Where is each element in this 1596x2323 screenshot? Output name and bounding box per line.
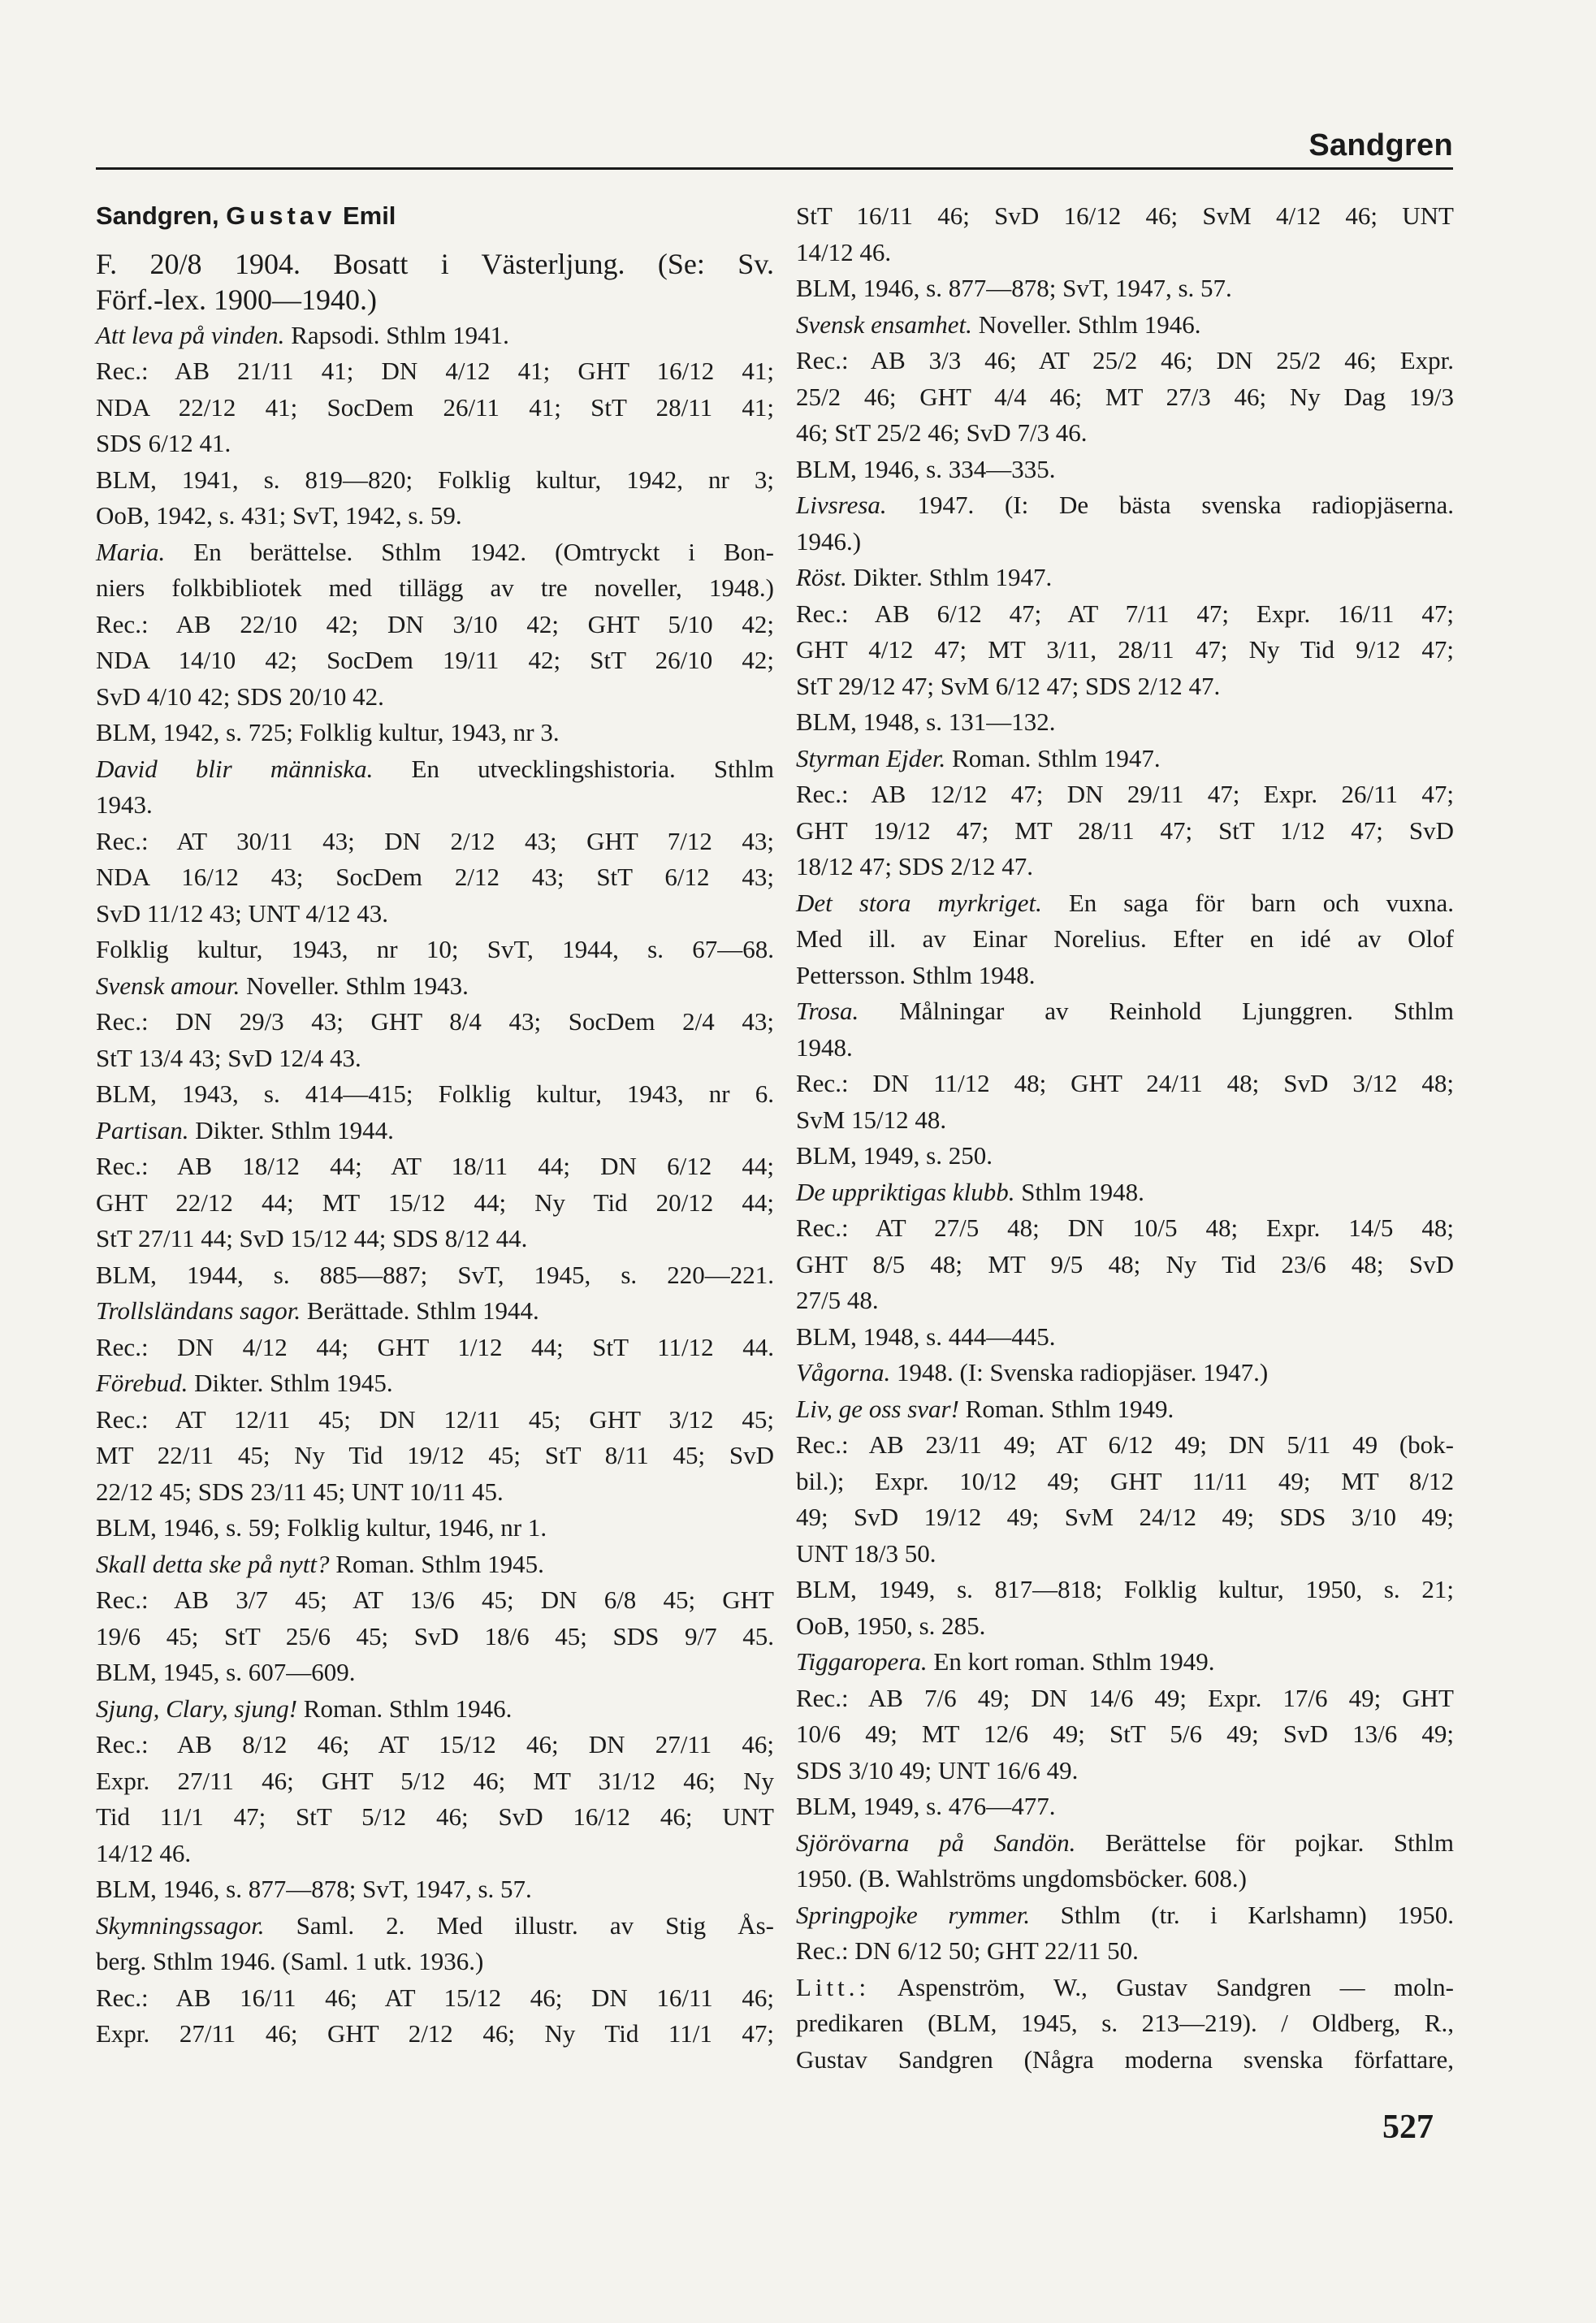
text-line: [796, 2005, 1454, 2042]
work-title: Svensk amour.: [96, 971, 240, 1000]
text-line: [796, 1861, 1454, 1897]
text-line: [96, 1547, 774, 1583]
text-line: [96, 318, 774, 354]
text-line: [796, 1030, 1454, 1066]
text-line: [96, 462, 774, 499]
text-line: [796, 993, 1454, 1030]
line-text: Noveller. Sthlm 1946.: [971, 309, 1201, 339]
line-text: StT 16/11 46; SvD 16/12 46; SvM 4/12 46; UNT: [796, 201, 1454, 230]
line-text: 1948.: [796, 1032, 853, 1062]
line-text: BLM, 1946, s. 334—335.: [796, 454, 1056, 483]
line-text: Dikter. Sthlm 1947.: [846, 563, 1053, 591]
line-text: BLM, 1941, s. 819—820; Folklig kultur, 1942, nr 3;: [96, 465, 774, 494]
line-text: 14/12 46.: [96, 1838, 192, 1867]
line-text: 22/12 45; SDS 23/11 45; UNT 10/11 45.: [96, 1477, 504, 1506]
text-line: [796, 632, 1454, 668]
text-line: [96, 1040, 774, 1077]
work-title: Maria.: [96, 537, 166, 566]
text-line: [96, 751, 774, 788]
text-line: [796, 1102, 1454, 1139]
line-text: Rec.: AB 23/11 49; AT 6/12 49; DN 5/11 49 (bok-: [796, 1430, 1454, 1459]
work-title: David blir människa.: [96, 754, 374, 783]
line-text: Pettersson. Sthlm 1948.: [796, 960, 1036, 989]
line-text: Sthlm 1948.: [1014, 1177, 1144, 1206]
right-entries: [796, 198, 1454, 2078]
text-line: [796, 1572, 1454, 1608]
line-text: Roman. Sthlm 1945.: [329, 1549, 544, 1578]
line-text: Roman. Sthlm 1947.: [945, 743, 1161, 772]
work-title: Livsresa.: [796, 491, 887, 519]
text-line: [96, 1619, 774, 1655]
text-line: [96, 679, 774, 716]
text-line: [796, 1355, 1454, 1391]
text-line: [796, 1825, 1454, 1862]
heading-middle-name: Emil: [342, 201, 396, 230]
line-text: SvM 15/12 48.: [796, 1105, 947, 1134]
text-line: [96, 498, 774, 534]
text-line: [796, 1210, 1454, 1247]
line-text: Rec.: AB 18/12 44; AT 18/11 44; DN 6/12 44;: [96, 1152, 774, 1180]
heading-given-name: Gustav: [226, 201, 336, 230]
text-line: [796, 1319, 1454, 1356]
text-line: [96, 1836, 774, 1872]
text-line: [796, 1247, 1454, 1283]
line-text: Rec.: AB 21/11 41; DN 4/12 41; GHT 16/12 41;: [96, 357, 774, 385]
line-text: Saml. 2. Med illustr. av Stig Ås-: [264, 1910, 774, 1940]
text-line: [796, 379, 1454, 416]
line-text: Rec.: DN 11/12 48; GHT 24/11 48; SvD 3/12 48;: [796, 1069, 1454, 1097]
line-text: 1947. (I: De bästa svenska radiopjäserna.: [886, 491, 1454, 519]
text-line: [796, 1933, 1454, 1970]
line-text: Sthlm (tr. i Karlshamn) 1950.: [1030, 1900, 1454, 1929]
line-text: Tid 11/1 47; StT 5/12 46; SvD 16/12 46; UNT: [96, 1802, 774, 1831]
line-text: BLM, 1943, s. 414—415; Folklig kultur, 1943, nr 6.: [96, 1079, 774, 1108]
text-line: [796, 704, 1454, 741]
text-line: [96, 1908, 774, 1944]
text-line: [96, 715, 774, 751]
work-title: Röst.: [796, 563, 847, 591]
line-text: Målningar av Reinhold Ljunggren. Sthlm: [859, 997, 1454, 1025]
text-line: [796, 307, 1454, 344]
work-title: Liv, ge oss svar!: [796, 1394, 959, 1423]
line-text: BLM, 1946, s. 59; Folklig kultur, 1946, nr 1.: [96, 1513, 547, 1542]
work-title: Skall detta ske på nytt?: [96, 1549, 330, 1578]
text-line: [796, 198, 1454, 235]
work-title: Trollsländans sagor.: [96, 1296, 301, 1325]
text-line: [796, 1789, 1454, 1825]
text-line: [796, 1644, 1454, 1681]
text-line: [796, 596, 1454, 633]
line-text: Rec.: DN 4/12 44; GHT 1/12 44; StT 11/12 44.: [96, 1332, 774, 1361]
text-line: [796, 2042, 1454, 2079]
text-line: [96, 1257, 774, 1294]
work-title: Trosa.: [796, 997, 859, 1025]
line-text: Aspenström, W., Gustav Sandgren — moln-: [870, 1972, 1454, 2001]
line-text: niers folkbibliotek med tillägg av tre noveller, 1948.): [96, 573, 774, 602]
line-text: Dikter. Sthlm 1944.: [188, 1115, 394, 1144]
line-text: 18/12 47; SDS 2/12 47.: [796, 852, 1033, 880]
line-text: Rec.: AB 22/10 42; DN 3/10 42; GHT 5/10 42;: [96, 609, 774, 638]
text-line: [96, 787, 774, 824]
line-text: GHT 19/12 47; MT 28/11 47; StT 1/12 47; SvD: [796, 815, 1454, 845]
text-line: [796, 1536, 1454, 1572]
text-line: [796, 235, 1454, 271]
line-text: Rec.: AB 12/12 47; DN 29/11 47; Expr. 26/11 47;: [796, 780, 1454, 808]
line-text: BLM, 1948, s. 444—445.: [796, 1322, 1056, 1351]
line-text: SvD 4/10 42; SDS 20/10 42.: [96, 681, 384, 711]
header-rule: [96, 167, 1453, 170]
line-text: Dikter. Sthlm 1945.: [188, 1369, 393, 1397]
line-text: NDA 14/10 42; SocDem 19/11 42; StT 26/10 42;: [96, 646, 774, 674]
intro-line: F. 20/8 1904. Bosatt i Västerljung. (Se: Sv.: [96, 247, 774, 280]
left-column: [96, 198, 774, 2053]
right-column: [796, 198, 1454, 2078]
line-text: 1943.: [96, 790, 153, 819]
text-line: [96, 932, 774, 968]
text-line: [796, 1608, 1454, 1645]
line-text: Berättelse för pojkar. Sthlm: [1075, 1828, 1455, 1857]
text-line: [96, 570, 774, 607]
text-line: [96, 1799, 774, 1836]
text-line: [96, 1149, 774, 1185]
text-line: [96, 1365, 774, 1402]
line-text: Rec.: AB 16/11 46; AT 15/12 46; DN 16/11 46;: [96, 1983, 774, 2012]
text-line: [96, 824, 774, 860]
text-line: [796, 560, 1454, 596]
heading-surname: Sandgren,: [96, 201, 219, 230]
line-text: NDA 22/12 41; SocDem 26/11 41; StT 28/11 41;: [96, 392, 774, 422]
line-text: StT 13/4 43; SvD 12/4 43.: [96, 1043, 361, 1072]
line-text: Roman. Sthlm 1946.: [297, 1694, 513, 1723]
text-line: [796, 849, 1454, 885]
line-text: OoB, 1942, s. 431; SvT, 1942, s. 59.: [96, 501, 462, 530]
line-text: Folklig kultur, 1943, nr 10; SvT, 1944, s. 67—68.: [96, 935, 774, 963]
line-text: Noveller. Sthlm 1943.: [240, 971, 469, 1000]
line-text: Roman. Sthlm 1949.: [958, 1394, 1174, 1423]
text-line: [96, 1076, 774, 1113]
work-title: Styrman Ejder.: [796, 743, 946, 772]
line-text: 49; SvD 19/12 49; SvM 24/12 49; SDS 3/10 49;: [796, 1503, 1454, 1531]
text-line: [796, 958, 1454, 994]
line-text: 27/5 48.: [796, 1286, 879, 1314]
line-text: En berättelse. Sthlm 1942. (Omtryckt i Bon-: [165, 537, 774, 566]
work-title: Vågorna.: [796, 1358, 891, 1386]
text-line: [96, 607, 774, 643]
entry-heading: [96, 198, 774, 235]
line-text: MT 22/11 45; Ny Tid 19/12 45; StT 8/11 45; SvD: [96, 1441, 774, 1469]
entry-intro: [96, 246, 774, 318]
line-text: Rec.: AT 12/11 45; DN 12/11 45; GHT 3/12 45;: [96, 1404, 774, 1434]
text-line: [96, 1980, 774, 2017]
line-text: 19/6 45; StT 25/6 45; SvD 18/6 45; SDS 9/7 45.: [96, 1621, 774, 1650]
text-line: [796, 776, 1454, 813]
text-line: [796, 1066, 1454, 1102]
text-line: [796, 270, 1454, 307]
line-text: NDA 16/12 43; SocDem 2/12 43; StT 6/12 43;: [96, 863, 774, 891]
text-line: [796, 885, 1454, 922]
text-line: [96, 426, 774, 462]
line-text: BLM, 1945, s. 607—609.: [96, 1658, 356, 1686]
line-text: Rapsodi. Sthlm 1941.: [284, 320, 509, 349]
text-line: [96, 1510, 774, 1547]
text-line: [796, 1499, 1454, 1536]
text-line: [96, 2016, 774, 2053]
text-line: [796, 415, 1454, 452]
literature-label: Litt.:: [796, 1972, 871, 2001]
text-line: [96, 353, 774, 390]
text-line: [796, 452, 1454, 488]
work-title: Svensk ensamhet.: [796, 309, 972, 339]
line-text: GHT 4/12 47; MT 3/11, 28/11 47; Ny Tid 9/12 47;: [796, 635, 1454, 664]
line-text: 1950. (B. Wahlströms ungdomsböcker. 608.): [796, 1864, 1247, 1893]
text-line: [796, 524, 1454, 560]
line-text: Rec.: DN 6/12 50; GHT 22/11 50.: [796, 1936, 1139, 1965]
text-line: [96, 896, 774, 932]
text-line: [796, 1716, 1454, 1753]
text-line: [796, 1283, 1454, 1319]
text-line: [96, 1474, 774, 1511]
text-line: [96, 1004, 774, 1040]
text-line: [796, 1427, 1454, 1464]
line-text: SDS 3/10 49; UNT 16/6 49.: [796, 1755, 1079, 1784]
line-text: SDS 6/12 41.: [96, 429, 231, 457]
line-text: 14/12 46.: [796, 237, 892, 266]
text-line: [96, 1691, 774, 1728]
line-text: GHT 22/12 44; MT 15/12 44; Ny Tid 20/12 44;: [96, 1187, 774, 1217]
text-line: [96, 1293, 774, 1330]
text-line: [96, 1221, 774, 1257]
line-text: Rec.: AT 27/5 48; DN 10/5 48; Expr. 14/5 48;: [796, 1213, 1454, 1242]
line-text: Expr. 27/11 46; GHT 5/12 46; MT 31/12 46; Ny: [96, 1766, 774, 1795]
work-title: Sjung, Clary, sjung!: [96, 1694, 298, 1723]
line-text: BLM, 1949, s. 817—818; Folklig kultur, 1950, s. 21;: [796, 1575, 1454, 1603]
line-text: 10/6 49; MT 12/6 49; StT 5/6 49; SvD 13/6 49;: [796, 1720, 1454, 1748]
text-line: [796, 1897, 1454, 1934]
work-title: Sjörövarna på Sandön.: [796, 1828, 1076, 1857]
line-text: BLM, 1949, s. 250.: [796, 1141, 993, 1170]
text-line: [796, 1138, 1454, 1174]
text-line: [796, 1464, 1454, 1500]
line-text: SvD 11/12 43; UNT 4/12 43.: [96, 898, 388, 928]
line-text: Med ill. av Einar Norelius. Efter en idé av Olof: [796, 924, 1454, 953]
work-title: De uppriktigas klubb.: [796, 1177, 1015, 1206]
text-line: [796, 1753, 1454, 1789]
left-entries: [96, 318, 774, 2053]
text-line: [96, 1582, 774, 1619]
text-line: [796, 487, 1454, 524]
line-text: UNT 18/3 50.: [796, 1538, 936, 1568]
text-line: [796, 668, 1454, 705]
line-text: Rec.: AB 3/3 46; AT 25/2 46; DN 25/2 46; Expr.: [796, 346, 1454, 374]
text-line: [96, 1763, 774, 1800]
line-text: 1946.): [796, 526, 862, 556]
work-title: Springpojke rymmer.: [796, 1900, 1031, 1929]
work-title: Partisan.: [96, 1115, 189, 1144]
work-title: Det stora myrkriget.: [796, 888, 1042, 917]
line-text: BLM, 1946, s. 877—878; SvT, 1947, s. 57.: [796, 274, 1232, 302]
work-title: Skymningssagor.: [96, 1910, 265, 1940]
line-text: GHT 8/5 48; MT 9/5 48; Ny Tid 23/6 48; SvD: [796, 1249, 1454, 1278]
text-line: [96, 642, 774, 679]
line-text: BLM, 1946, s. 877—878; SvT, 1947, s. 57.: [96, 1875, 532, 1903]
line-text: 1948. (I: Svenska radiopjäser. 1947.): [890, 1358, 1269, 1386]
intro-line: Förf.-lex. 1900—1940.): [96, 283, 377, 316]
text-line: [96, 1113, 774, 1149]
text-line: [796, 1391, 1454, 1428]
page-number: 527: [1382, 2109, 1434, 2146]
line-text: Rec.: DN 29/3 43; GHT 8/4 43; SocDem 2/4 43;: [96, 1007, 774, 1036]
text-line: [96, 390, 774, 426]
text-line: [796, 343, 1454, 379]
work-title: Tiggaropera.: [796, 1647, 928, 1676]
line-text: BLM, 1942, s. 725; Folklig kultur, 1943, nr 3.: [96, 718, 560, 746]
line-text: 25/2 46; GHT 4/4 46; MT 27/3 46; Ny Dag 19/3: [796, 382, 1454, 411]
line-text: Rec.: AB 8/12 46; AT 15/12 46; DN 27/11 46;: [96, 1730, 774, 1758]
text-line: [796, 1681, 1454, 1717]
line-text: BLM, 1944, s. 885—887; SvT, 1945, s. 220—221.: [96, 1260, 774, 1289]
line-text: OoB, 1950, s. 285.: [796, 1611, 986, 1640]
line-text: Berättade. Sthlm 1944.: [301, 1296, 539, 1325]
work-title: Att leva på vinden.: [96, 320, 285, 349]
text-line: [96, 1402, 774, 1438]
text-line: [96, 1944, 774, 1980]
line-text: Rec.: AB 7/6 49; DN 14/6 49; Expr. 17/6 49; GHT: [796, 1683, 1454, 1712]
line-text: Rec.: AT 30/11 43; DN 2/12 43; GHT 7/12 43;: [96, 826, 774, 855]
line-text: predikaren (BLM, 1945, s. 213—219). / Oldberg, R.,: [796, 2009, 1454, 2037]
text-line: [796, 1970, 1454, 2006]
line-text: En kort roman. Sthlm 1949.: [927, 1647, 1215, 1676]
line-text: StT 29/12 47; SvM 6/12 47; SDS 2/12 47.: [796, 671, 1221, 700]
line-text: En saga för barn och vuxna.: [1041, 888, 1454, 917]
work-title: Förebud.: [96, 1369, 188, 1397]
text-line: [96, 1655, 774, 1691]
line-text: BLM, 1949, s. 476—477.: [796, 1792, 1056, 1820]
text-line: [96, 968, 774, 1005]
line-text: berg. Sthlm 1946. (Saml. 1 utk. 1936.): [96, 1947, 484, 1975]
text-line: [96, 1871, 774, 1908]
line-text: Expr. 27/11 46; GHT 2/12 46; Ny Tid 11/1 47;: [96, 2019, 774, 2048]
line-text: Rec.: AB 3/7 45; AT 13/6 45; DN 6/8 45; GHT: [96, 1585, 774, 1614]
line-text: BLM, 1948, s. 131—132.: [796, 707, 1056, 736]
text-line: [96, 859, 774, 896]
running-head: Sandgren: [1308, 128, 1453, 162]
text-line: [96, 1727, 774, 1763]
text-line: [96, 1185, 774, 1222]
line-text: Gustav Sandgren (Några moderna svenska författare,: [796, 2044, 1454, 2074]
text-line: [96, 1438, 774, 1474]
line-text: En utvecklingshistoria. Sthlm: [373, 754, 774, 783]
text-line: [796, 1174, 1454, 1211]
line-text: Rec.: AB 6/12 47; AT 7/11 47; Expr. 16/11 47;: [796, 599, 1454, 628]
text-line: [796, 741, 1454, 777]
line-text: 46; StT 25/2 46; SvD 7/3 46.: [796, 418, 1088, 447]
line-text: StT 27/11 44; SvD 15/12 44; SDS 8/12 44.: [96, 1224, 528, 1252]
text-line: [796, 813, 1454, 850]
text-line: [96, 534, 774, 571]
text-line: [96, 1330, 774, 1366]
text-line: [796, 921, 1454, 958]
line-text: bil.); Expr. 10/12 49; GHT 11/11 49; MT 8/12: [796, 1466, 1454, 1495]
